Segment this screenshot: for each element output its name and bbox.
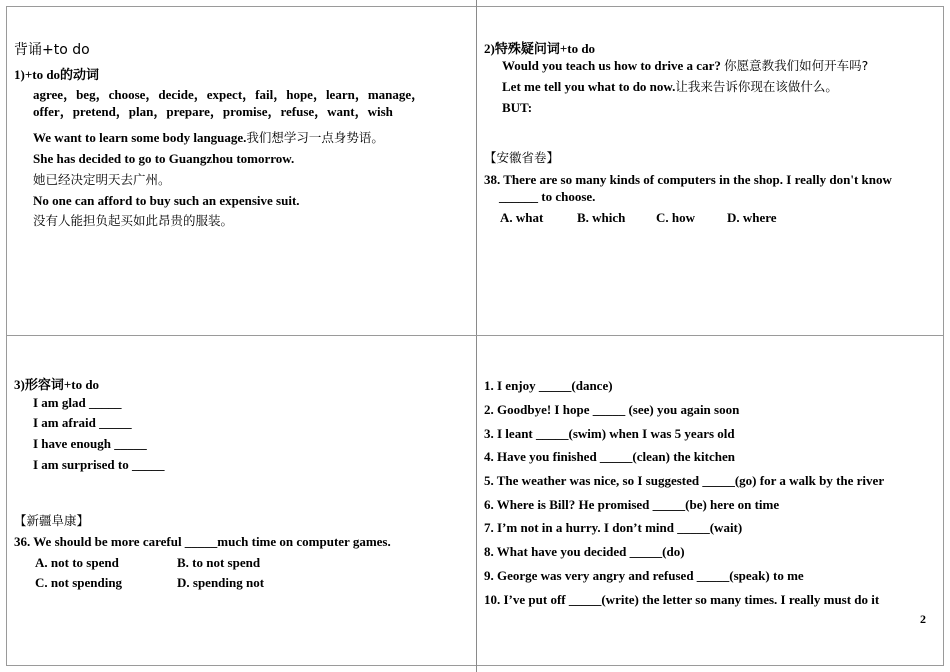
example-2: She has decided to go to Guangzhou tomorrow. (33, 151, 295, 166)
adj-line-4: I am surprised to _____ (33, 457, 165, 472)
example-3-translation: 没有人能担负起买如此昂贵的服装。 (33, 213, 234, 228)
exercise-item: 10. I’ve put off _____(write) the letter so many times. I really must do it (484, 592, 880, 607)
verb-list-line-2: offer，pretend，plan，prepare，promise，refuse，want，wish (33, 104, 393, 119)
adj-line-3: I have enough _____ (33, 436, 147, 451)
qw-example-2: Let me tell you what to do now.让我来告诉你现在该做什么。 (502, 79, 838, 94)
qw-example-1: Would you teach us how to drive a car? 你愿意教我们如何开车吗? (502, 58, 869, 73)
exercise-item: 4. Have you finished _____(clean) the kitchen (484, 449, 735, 464)
example-1: We want to learn some body language.我们想学习一点身势语。 (33, 130, 384, 145)
adj-line-2: I am afraid _____ (33, 415, 132, 430)
exercise-item: 6. Where is Bill? He promised _____(be) here on time (484, 497, 780, 512)
horizontal-divider (6, 335, 944, 336)
exercise-item: 7. I’m not in a hurry. I don’t mind _____(wait) (484, 520, 743, 535)
option-c: C. how (656, 210, 696, 225)
question-38-line-1: 38. There are so many kinds of computers in the shop. I really don't know (484, 172, 892, 187)
option-b: B. which (577, 210, 626, 225)
option-d: D. where (727, 210, 777, 225)
but-label: BUT: (502, 100, 533, 115)
adj-line-1: I am glad _____ (33, 395, 122, 410)
source-tag-anhui: 【安徽省卷】 (484, 150, 560, 165)
page-number: 2 (920, 612, 926, 626)
option-b: B. to not spend (177, 555, 261, 570)
verbs-subtitle: 1)+to do的动词 (14, 67, 100, 82)
adjectives-subtitle: 3)形容词+to do (14, 377, 100, 392)
exercise-item: 8. What have you decided _____(do) (484, 544, 685, 559)
example-3: No one can afford to buy such an expensive suit. (33, 193, 300, 208)
example-2-translation: 她已经决定明天去广州。 (33, 172, 171, 187)
exercise-item: 1. I enjoy _____(dance) (484, 378, 613, 393)
exercise-item: 9. George was very angry and refused _____(speak) to me (484, 568, 804, 583)
exercise-item: 2. Goodbye! I hope _____ (see) you again soon (484, 402, 740, 417)
question-words-subtitle: 2)特殊疑问词+to do (484, 41, 596, 56)
section-title: 背诵+to do (14, 42, 90, 58)
question-36: 36. We should be more careful _____much time on computer games. (14, 534, 391, 549)
verb-list-line-1: agree，beg，choose，decide，expect，fail，hope，learn，manage， (33, 87, 425, 102)
exercise-item: 3. I leant _____(swim) when I was 5 years old (484, 426, 735, 441)
question-38-line-2: ______ to choose. (499, 189, 596, 204)
vertical-divider (476, 0, 477, 672)
exercise-item: 5. The weather was nice, so I suggested _____(go) for a walk by the river (484, 473, 885, 488)
option-a: A. what (500, 210, 544, 225)
option-d: D. spending not (177, 575, 265, 590)
option-c: C. not spending (35, 575, 123, 590)
source-tag-xinjiang: 【新疆阜康】 (14, 513, 90, 528)
option-a: A. not to spend (35, 555, 119, 570)
